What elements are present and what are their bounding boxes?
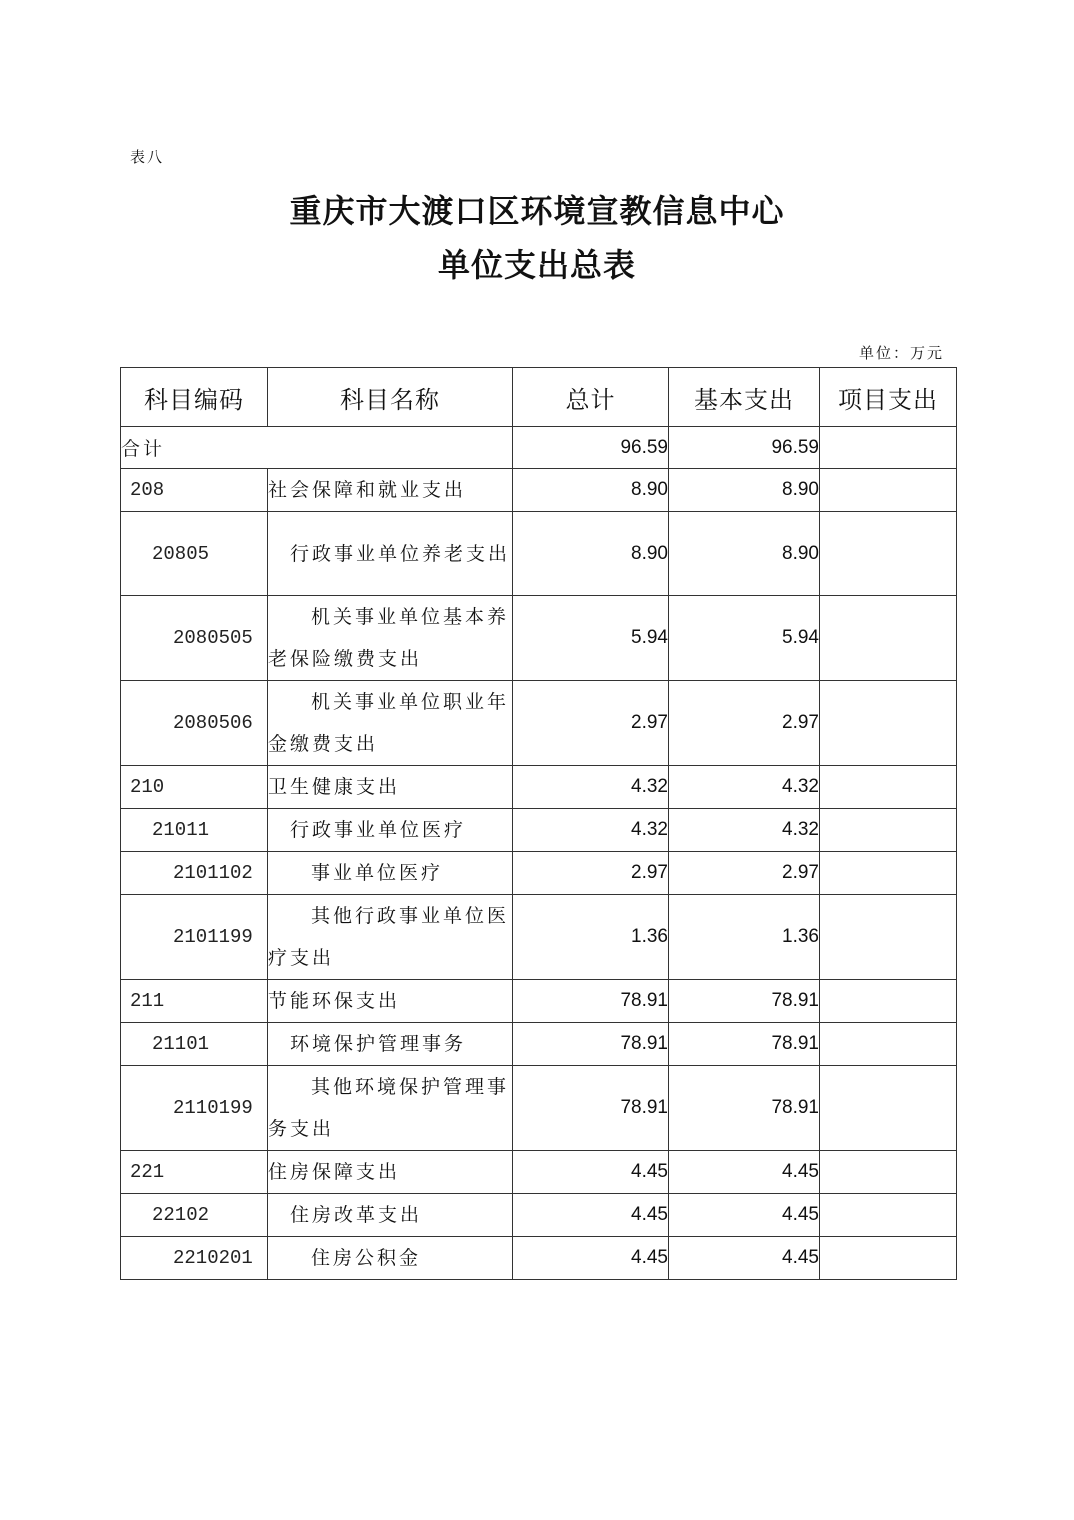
- basic-cell: 96.59: [669, 427, 820, 469]
- project-cell: [820, 1237, 957, 1280]
- table-row: [121, 766, 957, 809]
- document-title: 重庆市大渡口区环境宣教信息中心: [289, 192, 785, 230]
- total-cell: 4.32: [513, 766, 669, 809]
- project-cell: [820, 1151, 957, 1194]
- code-cell: 21011: [121, 809, 268, 852]
- total-cell: 5.94: [513, 596, 669, 681]
- code-cell: 208: [121, 469, 268, 512]
- code-cell: 210: [121, 766, 268, 809]
- table-row: [121, 512, 957, 596]
- code-cell: 2110199: [121, 1066, 268, 1151]
- header-project: 项目支出: [820, 368, 957, 427]
- total-row: [121, 427, 957, 469]
- code-cell: 2080505: [121, 596, 268, 681]
- name-cell: 行政事业单位医疗: [268, 809, 513, 852]
- name-cell: 节能环保支出: [268, 980, 513, 1023]
- basic-cell: 4.45: [669, 1194, 820, 1237]
- code-cell: 21101: [121, 1023, 268, 1066]
- project-cell: [820, 809, 957, 852]
- project-cell: [820, 980, 957, 1023]
- unit-label: 单位：万元: [858, 344, 944, 362]
- total-cell: 2.97: [513, 681, 669, 766]
- name-cell: 其他行政事业单位医疗支出: [268, 895, 513, 980]
- basic-cell: 1.36: [669, 895, 820, 980]
- total-cell: 2.97: [513, 852, 669, 895]
- name-cell: 机关事业单位职业年金缴费支出: [268, 681, 513, 766]
- table-header-row: [121, 368, 957, 427]
- total-cell: 8.90: [513, 512, 669, 596]
- total-cell: 96.59: [513, 427, 669, 469]
- basic-cell: 4.32: [669, 766, 820, 809]
- code-cell: 2210201: [121, 1237, 268, 1280]
- basic-cell: 78.91: [669, 980, 820, 1023]
- project-cell: [820, 596, 957, 681]
- basic-cell: 5.94: [669, 596, 820, 681]
- name-cell: 事业单位医疗: [268, 852, 513, 895]
- code-cell: 221: [121, 1151, 268, 1194]
- document-subtitle: 单位支出总表: [437, 246, 636, 284]
- table-row: [121, 1151, 957, 1194]
- name-cell: 行政事业单位养老支出: [268, 512, 513, 596]
- project-cell: [820, 1194, 957, 1237]
- table-row: [121, 852, 957, 895]
- table-row: [121, 895, 957, 980]
- name-cell: 其他环境保护管理事务支出: [268, 1066, 513, 1151]
- name-cell: 卫生健康支出: [268, 766, 513, 809]
- code-cell: 2101199: [121, 895, 268, 980]
- total-cell: 8.90: [513, 469, 669, 512]
- basic-cell: 4.32: [669, 809, 820, 852]
- name-cell: 住房公积金: [268, 1237, 513, 1280]
- project-cell: [820, 895, 957, 980]
- table-row: [121, 1237, 957, 1280]
- basic-cell: 78.91: [669, 1066, 820, 1151]
- table-row: [121, 980, 957, 1023]
- total-cell: 1.36: [513, 895, 669, 980]
- table-row: [121, 1023, 957, 1066]
- basic-cell: 4.45: [669, 1237, 820, 1280]
- project-cell: [820, 469, 957, 512]
- table-row: [121, 809, 957, 852]
- expenditure-table: [120, 367, 957, 1280]
- basic-cell: 2.97: [669, 681, 820, 766]
- project-cell: [820, 427, 957, 469]
- total-label: 合计: [121, 427, 513, 469]
- project-cell: [820, 681, 957, 766]
- project-cell: [820, 1066, 957, 1151]
- header-basic: 基本支出: [669, 368, 820, 427]
- total-cell: 4.32: [513, 809, 669, 852]
- code-cell: 22102: [121, 1194, 268, 1237]
- name-cell: 住房保障支出: [268, 1151, 513, 1194]
- project-cell: [820, 852, 957, 895]
- code-cell: 20805: [121, 512, 268, 596]
- table-row: [121, 1194, 957, 1237]
- code-cell: 2080506: [121, 681, 268, 766]
- basic-cell: 78.91: [669, 1023, 820, 1066]
- table-row: [121, 681, 957, 766]
- name-cell: 环境保护管理事务: [268, 1023, 513, 1066]
- basic-cell: 4.45: [669, 1151, 820, 1194]
- basic-cell: 8.90: [669, 512, 820, 596]
- header-code: 科目编码: [121, 368, 268, 427]
- total-cell: 4.45: [513, 1237, 669, 1280]
- table-number-label: 表八: [130, 148, 165, 166]
- code-cell: 2101102: [121, 852, 268, 895]
- table-row: [121, 1066, 957, 1151]
- project-cell: [820, 766, 957, 809]
- header-name: 科目名称: [268, 368, 513, 427]
- header-total: 总计: [513, 368, 669, 427]
- basic-cell: 2.97: [669, 852, 820, 895]
- total-cell: 4.45: [513, 1151, 669, 1194]
- table-row: [121, 469, 957, 512]
- name-cell: 社会保障和就业支出: [268, 469, 513, 512]
- basic-cell: 8.90: [669, 469, 820, 512]
- code-cell: 211: [121, 980, 268, 1023]
- total-cell: 78.91: [513, 1023, 669, 1066]
- project-cell: [820, 512, 957, 596]
- project-cell: [820, 1023, 957, 1066]
- name-cell: 住房改革支出: [268, 1194, 513, 1237]
- name-cell: 机关事业单位基本养老保险缴费支出: [268, 596, 513, 681]
- total-cell: 78.91: [513, 980, 669, 1023]
- total-cell: 4.45: [513, 1194, 669, 1237]
- total-cell: 78.91: [513, 1066, 669, 1151]
- table-row: [121, 596, 957, 681]
